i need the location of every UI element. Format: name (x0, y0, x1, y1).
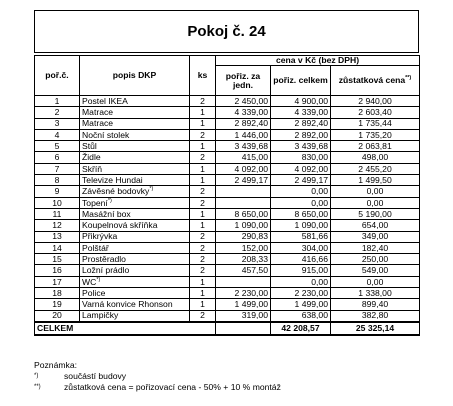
row-residual-price: 899,40 (331, 299, 420, 310)
row-total-price: 830,00 (271, 152, 331, 163)
row-description-text: Skříň (82, 163, 103, 174)
row-quantity: 1 (190, 107, 216, 118)
row-description (80, 186, 190, 197)
row-unit-price: 3 439,68 (216, 141, 271, 152)
title-box (34, 10, 419, 53)
row-description (80, 254, 190, 265)
table-row (35, 129, 420, 140)
row-number: 10 (35, 197, 80, 208)
row-unit-price: 1 090,00 (216, 220, 271, 231)
table-row (35, 186, 420, 197)
row-total-price: 2 230,00 (271, 288, 331, 299)
row-unit-price: 208,33 (216, 254, 271, 265)
row-total-price: 0,00 (271, 186, 331, 197)
row-unit-price: 1 446,00 (216, 129, 271, 140)
row-quantity: 2 (190, 265, 216, 276)
col-header-poriz-jedn: pořiz. za jedn. (216, 66, 271, 96)
row-number: 9 (35, 186, 80, 197)
table-row (35, 254, 420, 265)
row-unit-price: 2 230,00 (216, 288, 271, 299)
row-quantity: 2 (190, 310, 216, 322)
row-residual-price: 1 735,44 (331, 118, 420, 129)
row-residual-price: 1 735,20 (331, 129, 420, 140)
row-total-price: 2 499,17 (271, 175, 331, 186)
row-description (80, 107, 190, 118)
row-unit-price: 4 092,00 (216, 163, 271, 174)
table-row (35, 310, 420, 322)
row-total-price: 3 439,68 (271, 141, 331, 152)
row-quantity: 1 (190, 141, 216, 152)
row-total-price: 0,00 (271, 276, 331, 287)
row-residual-price: 349,00 (331, 231, 420, 242)
table-row (35, 265, 420, 276)
table-row (35, 208, 420, 219)
row-total-price: 4 900,00 (271, 96, 331, 107)
row-description-text: Prostěradlo (82, 254, 126, 264)
row-number: 19 (35, 299, 80, 310)
row-description-text: Matrace (82, 118, 114, 129)
row-description (80, 276, 190, 287)
row-number: 3 (35, 118, 80, 129)
row-unit-price: 2 499,17 (216, 175, 271, 186)
col-header-popis: popis DKP (80, 56, 190, 96)
row-number: 14 (35, 242, 80, 253)
row-total-price: 581,66 (271, 231, 331, 242)
col-header-zustatkova-mark: **) (405, 75, 412, 82)
row-description-text: Police (82, 287, 106, 298)
footnote-mark: *) (149, 186, 154, 193)
row-total-price: 1 090,00 (271, 220, 331, 231)
row-quantity: 2 (190, 242, 216, 253)
row-quantity: 1 (190, 175, 216, 186)
row-description-text: Závěsné bodovky (82, 186, 150, 197)
row-residual-price: 1 338,00 (331, 288, 420, 299)
table-row (35, 96, 420, 107)
notes-heading: Poznámka: (34, 360, 77, 370)
total-label: CELKEM (35, 322, 216, 335)
row-unit-price: 4 339,00 (216, 107, 271, 118)
row-description (80, 129, 190, 140)
row-unit-price (216, 276, 271, 287)
col-header-zustatkova (331, 66, 420, 96)
row-residual-price: 0,00 (331, 276, 420, 287)
row-number: 18 (35, 288, 80, 299)
row-description-text: Přikrývka (82, 231, 118, 242)
row-description-text: Polštář (82, 242, 109, 253)
row-total-price: 2 892,00 (271, 129, 331, 140)
table-row (35, 152, 420, 163)
row-description-text: Ložní prádlo (82, 265, 130, 276)
row-unit-price: 152,00 (216, 242, 271, 253)
table-row (35, 118, 420, 129)
row-description (80, 96, 190, 107)
row-description-text: Masážní box (82, 208, 131, 219)
row-total-price: 304,00 (271, 242, 331, 253)
row-quantity: 1 (190, 220, 216, 231)
row-quantity: 2 (190, 96, 216, 107)
row-quantity: 2 (190, 129, 216, 140)
row-quantity: 1 (190, 276, 216, 287)
note-2-text: zůstatková cena = pořizovací cena - 50% + 10 % montáž (64, 382, 281, 392)
row-total-price: 638,00 (271, 310, 331, 322)
row-description (80, 299, 190, 310)
row-total-price: 4 339,00 (271, 107, 331, 118)
row-description-text: Lampičky (82, 310, 119, 321)
row-residual-price: 549,00 (331, 265, 420, 276)
row-description (80, 152, 190, 163)
row-unit-price: 1 499,00 (216, 299, 271, 310)
row-description-text: Židle (82, 152, 101, 163)
row-number: 13 (35, 231, 80, 242)
row-description (80, 220, 190, 231)
row-residual-price: 2 063,81 (331, 141, 420, 152)
table-row (35, 107, 420, 118)
row-unit-price: 457,50 (216, 265, 271, 276)
table-row (35, 299, 420, 310)
row-total-price: 2 892,40 (271, 118, 331, 129)
row-residual-price: 2 455,20 (331, 163, 420, 174)
row-residual-price: 498,00 (331, 152, 420, 163)
inventory-table (34, 55, 420, 336)
row-number: 6 (35, 152, 80, 163)
footnote-mark: *) (96, 276, 101, 283)
row-total-price: 915,00 (271, 265, 331, 276)
row-description-text: Stůl (82, 141, 97, 152)
row-unit-price (216, 186, 271, 197)
row-residual-price: 382,80 (331, 310, 420, 322)
table-row (35, 220, 420, 231)
table-row (35, 276, 420, 287)
row-residual-price: 1 499,50 (331, 175, 420, 186)
total-empty-cell (216, 322, 271, 335)
note-1-text: součástí budovy (64, 371, 127, 381)
table-row (35, 175, 420, 186)
table-row (35, 242, 420, 253)
total-zustatkova: 25 325,14 (331, 322, 420, 335)
total-row (35, 322, 420, 335)
row-unit-price: 290,83 (216, 231, 271, 242)
row-unit-price: 8 650,00 (216, 208, 271, 219)
row-description-text: Televize Hundai (82, 174, 143, 185)
row-total-price: 8 650,00 (271, 208, 331, 219)
row-quantity: 1 (190, 118, 216, 129)
row-description (80, 175, 190, 186)
table-row (35, 288, 420, 299)
row-description (80, 242, 190, 253)
row-residual-price: 2 940,00 (331, 96, 420, 107)
row-number: 8 (35, 175, 80, 186)
row-number: 7 (35, 163, 80, 174)
col-header-por: poř.č. (35, 56, 80, 96)
row-number: 15 (35, 254, 80, 265)
note-2 (34, 382, 281, 393)
row-description-text: Varná konvice Rhonson (82, 299, 173, 310)
row-description (80, 163, 190, 174)
row-description (80, 231, 190, 242)
row-unit-price: 415,00 (216, 152, 271, 163)
col-header-zustatkova-text: zůstatková cena (338, 75, 406, 86)
col-header-ks: ks (190, 56, 216, 96)
row-number: 1 (35, 96, 80, 107)
row-quantity: 2 (190, 231, 216, 242)
row-description-text: Noční stolek (82, 129, 130, 140)
row-description-text: Matrace (82, 107, 114, 118)
row-number: 11 (35, 208, 80, 219)
notes (34, 360, 281, 393)
row-residual-price: 5 190,00 (331, 208, 420, 219)
note-1-mark: *) (34, 373, 39, 379)
table-row (35, 141, 420, 152)
note-2-mark: **) (34, 384, 41, 390)
total-poriz-celkem: 42 208,57 (271, 322, 331, 335)
row-description-text: Postel IKEA (82, 95, 128, 106)
table-row (35, 163, 420, 174)
col-header-poriz-celkem: pořiz. celkem (271, 66, 331, 96)
row-description (80, 288, 190, 299)
row-total-price: 1 499,00 (271, 299, 331, 310)
row-description (80, 118, 190, 129)
footnote-mark: *) (107, 197, 112, 204)
row-description (80, 141, 190, 152)
row-unit-price (216, 197, 271, 208)
row-description-text: Topení (82, 197, 108, 208)
row-description (80, 265, 190, 276)
row-description-text: WC (82, 276, 97, 287)
row-number: 16 (35, 265, 80, 276)
table-row (35, 231, 420, 242)
note-1 (34, 371, 281, 382)
row-description (80, 310, 190, 322)
row-residual-price: 0,00 (331, 186, 420, 197)
row-quantity: 1 (190, 299, 216, 310)
row-unit-price: 2 450,00 (216, 96, 271, 107)
row-number: 12 (35, 220, 80, 231)
row-unit-price: 2 892,40 (216, 118, 271, 129)
row-description (80, 197, 190, 208)
row-residual-price: 654,00 (331, 220, 420, 231)
row-total-price: 416,66 (271, 254, 331, 265)
row-quantity: 1 (190, 208, 216, 219)
row-residual-price: 250,00 (331, 254, 420, 265)
row-residual-price: 0,00 (331, 197, 420, 208)
row-description-text: Koupelnová skříňka (82, 220, 158, 231)
col-header-cena: cena v Kč (bez DPH) (216, 56, 420, 66)
row-number: 2 (35, 107, 80, 118)
row-quantity: 2 (190, 186, 216, 197)
row-description (80, 208, 190, 219)
row-quantity: 1 (190, 163, 216, 174)
page-title: Pokoj č. 24 (187, 23, 266, 40)
row-total-price: 0,00 (271, 197, 331, 208)
table-row (35, 197, 420, 208)
row-number: 4 (35, 129, 80, 140)
row-quantity: 2 (190, 254, 216, 265)
row-number: 20 (35, 310, 80, 322)
row-number: 5 (35, 141, 80, 152)
row-quantity: 1 (190, 288, 216, 299)
row-unit-price: 319,00 (216, 310, 271, 322)
row-total-price: 4 092,00 (271, 163, 331, 174)
row-number: 17 (35, 276, 80, 287)
row-residual-price: 182,40 (331, 242, 420, 253)
row-quantity: 2 (190, 197, 216, 208)
row-quantity: 2 (190, 152, 216, 163)
row-residual-price: 2 603,40 (331, 107, 420, 118)
